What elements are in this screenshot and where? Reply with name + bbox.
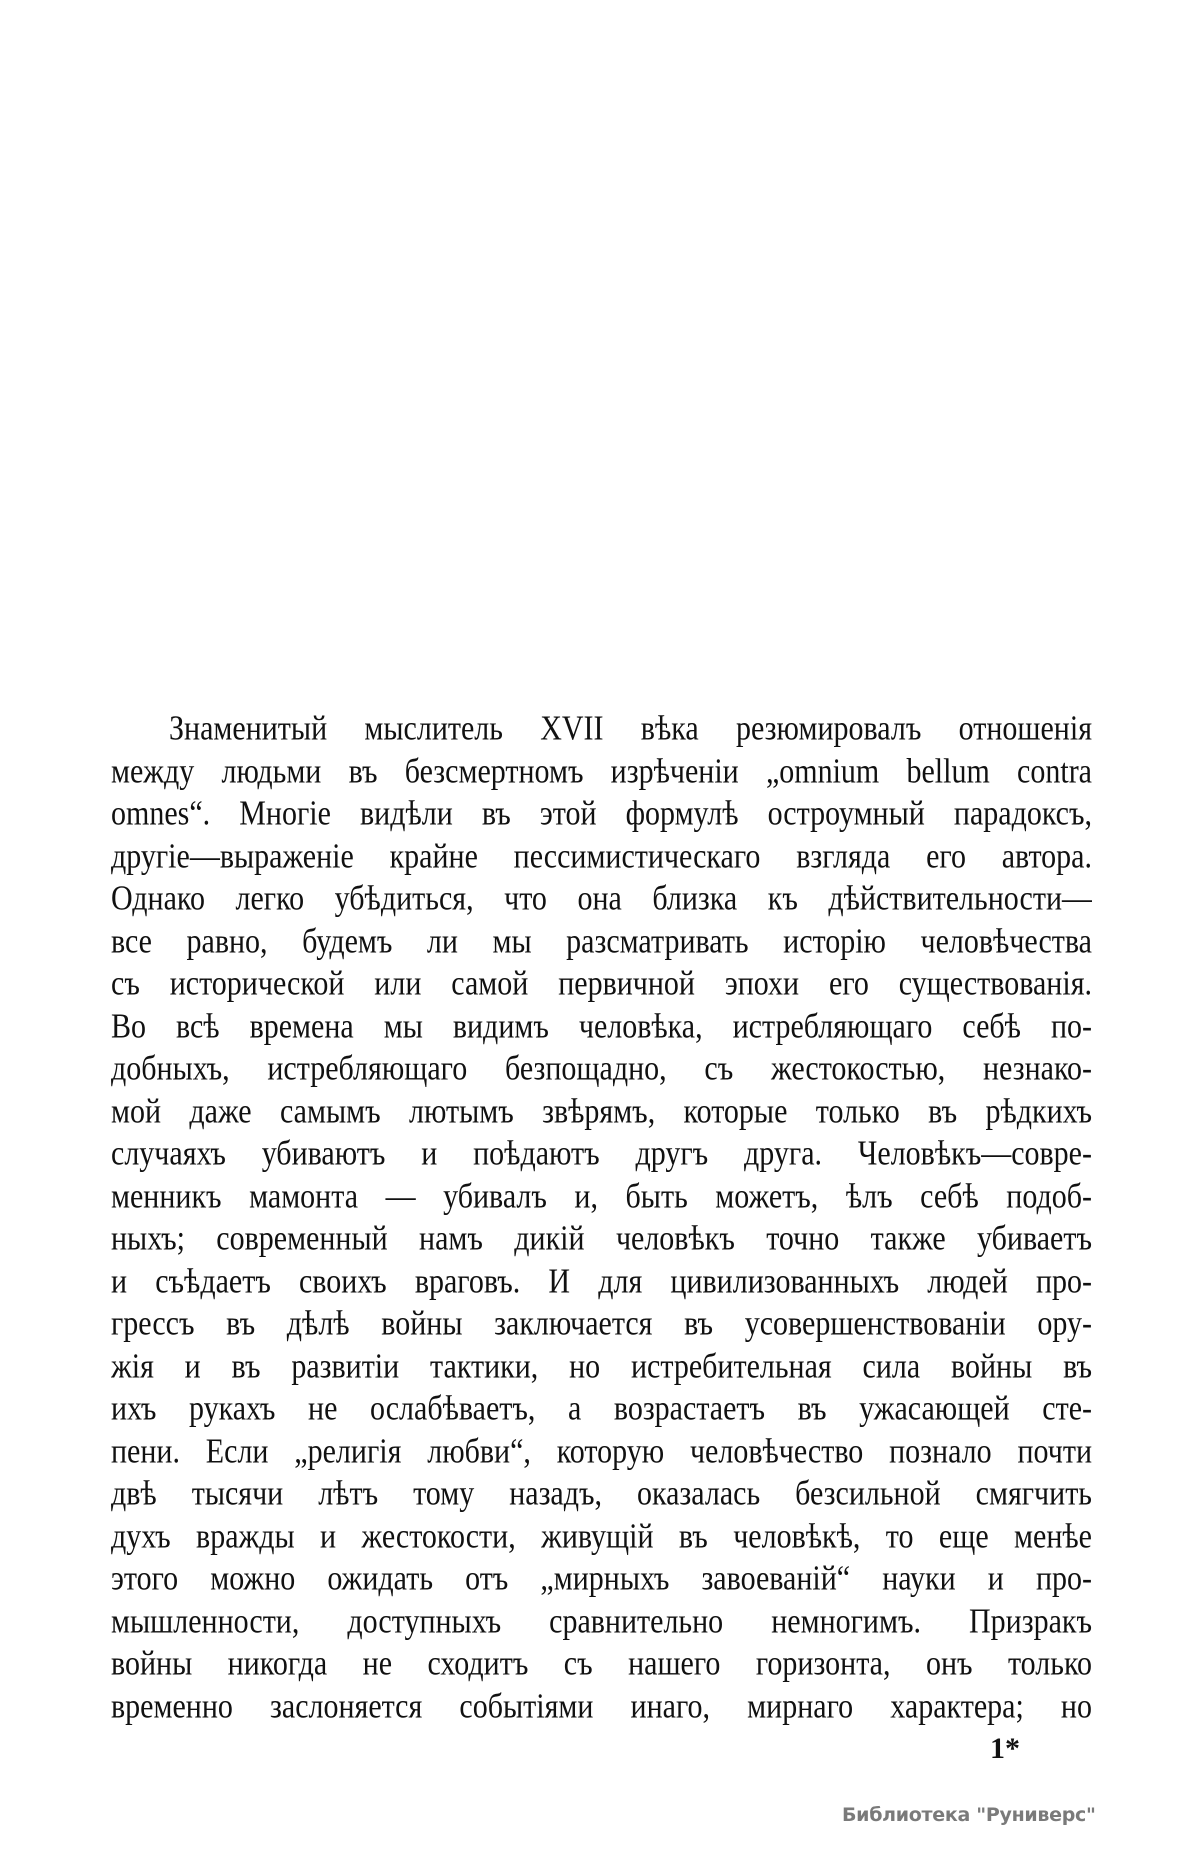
- text-line: Знаменитый мыслитель XVII вѣка резюмировалъ отношенія: [169, 709, 1092, 748]
- text-line: все равно, будемъ ли мы разсматривать исторію человѣчества: [111, 921, 1092, 960]
- library-watermark: Библиотека "Руниверс": [842, 1804, 1096, 1826]
- text-line: другіе—выраженіе крайне пессимистическаго взгляда его автора.: [111, 836, 1092, 875]
- text-line: жія и въ развитіи тактики, но истребительная сила войны въ: [111, 1346, 1092, 1385]
- text-line: случаяхъ убиваютъ и поѣдаютъ другъ друга. Человѣкъ—совре-: [111, 1134, 1092, 1173]
- text-line: духъ вражды и жестокости, живущій въ человѣкѣ, то еще менѣе: [111, 1516, 1092, 1555]
- text-line: мышленности, доступныхъ сравнительно немногимъ. Призракъ: [111, 1601, 1092, 1640]
- text-line: менникъ мамонта — убивалъ и, быть можетъ, ѣлъ себѣ подоб-: [111, 1176, 1092, 1215]
- text-line: временно заслоняется событіями инаго, мирнаго характера; но: [111, 1686, 1092, 1725]
- text-line: пени. Если „религія любви“, которую человѣчество познало почти: [111, 1431, 1092, 1470]
- text-line: мой даже самымъ лютымъ звѣрямъ, которые только въ рѣдкихъ: [111, 1091, 1092, 1130]
- text-line: между людьми въ безсмертномъ изрѣченіи „omnium bellum contra: [111, 751, 1092, 790]
- text-line: этого можно ожидать отъ „мирныхъ завоеваній“ науки и про-: [111, 1559, 1092, 1598]
- text-line: ихъ рукахъ не ослабѣваетъ, а возрастаетъ въ ужасающей сте-: [111, 1389, 1092, 1428]
- page-number: 1*: [990, 1732, 1020, 1765]
- text-line: ныхъ; современный намъ дикій человѣкъ точно также убиваетъ: [111, 1219, 1092, 1258]
- text-line: съ исторической или самой первичной эпохи его существованія.: [111, 964, 1092, 1003]
- text-line: Однако легко убѣдиться, что она близка къ дѣйствительности—: [111, 879, 1092, 918]
- text-line: грессъ въ дѣлѣ войны заключается въ усовершенствованіи ору-: [111, 1304, 1092, 1343]
- text-line: omnes“. Многіе видѣли въ этой формулѣ остроумный парадоксъ,: [111, 794, 1092, 833]
- text-line: Во всѣ времена мы видимъ человѣка, истребляющаго себѣ по-: [111, 1006, 1092, 1045]
- text-line: двѣ тысячи лѣтъ тому назадъ, оказалась безсильной смягчить: [111, 1474, 1092, 1513]
- text-line: добныхъ, истребляющаго безпощадно, съ жестокостью, незнако-: [111, 1049, 1092, 1088]
- text-line: и съѣдаетъ своихъ враговъ. И для цивилизованныхъ людей про-: [111, 1261, 1092, 1300]
- text-line: войны никогда не сходитъ съ нашего горизонта, онъ только: [111, 1644, 1092, 1683]
- body-paragraph: [111, 708, 1092, 1728]
